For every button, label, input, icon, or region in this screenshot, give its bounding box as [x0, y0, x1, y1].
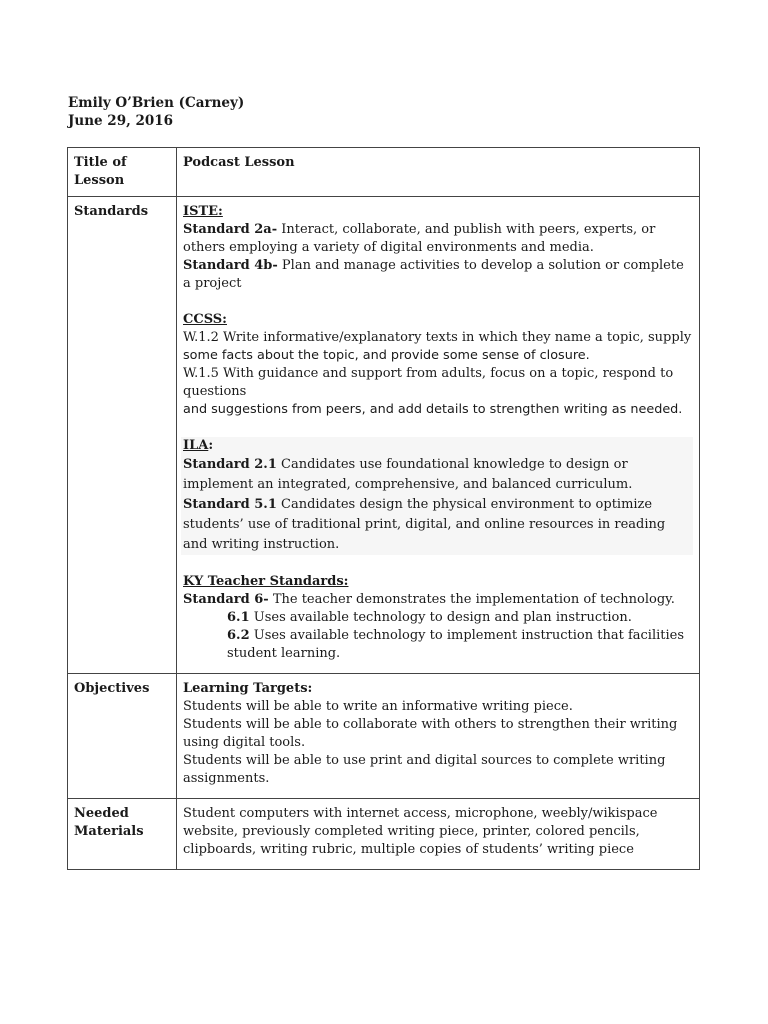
standard-code: Standard 5.1 — [183, 497, 277, 512]
lesson-plan-table — [67, 147, 700, 870]
ila-heading: ILA — [183, 438, 209, 453]
iste-heading: ISTE: — [183, 204, 223, 219]
objective-item: Students will be able to use print and digital sources to complete writing assignments. — [183, 753, 666, 786]
ila-section — [181, 437, 693, 555]
standards-label: Standards — [68, 197, 177, 674]
standard-text: Candidates use foundational knowledge to design or implement an integrated, comprehensive, and balanced curriculum. — [183, 457, 633, 492]
learning-targets-heading: Learning Targets: — [183, 681, 313, 696]
materials-content: Student computers with internet access, microphone, weebly/wikispace website, previously completed writing piece, printer, colored pencils, clipboards, writing rubric, multiple copies of students’ writing piece — [177, 799, 700, 870]
row-materials — [68, 799, 700, 870]
standard-code: 6.1 — [227, 610, 250, 625]
ky-standard-6-1 — [183, 609, 693, 627]
ky-section — [183, 573, 693, 663]
standard-text: Candidates design the physical environment to optimize students’ use of traditional print, digital, and online resources in reading and writing instruction. — [183, 497, 666, 552]
objectives-label: Objectives — [68, 674, 177, 799]
standard-code: W.1.5 — [183, 366, 219, 381]
materials-label: Needed Materials — [68, 799, 177, 870]
author-name: Emily O’Brien (Carney) — [68, 95, 245, 111]
standard-code: Standard 4b- — [183, 258, 278, 273]
row-standards — [68, 197, 700, 674]
standard-text: With guidance and support from adults, focus on a topic, respond to questions — [183, 366, 674, 399]
ila-heading-line: ILA: — [183, 438, 214, 453]
objectives-content — [177, 674, 700, 799]
standard-text: Uses available technology to design and plan instruction. — [249, 610, 632, 625]
standard-text: The teacher demonstrates the implementation of technology. — [268, 592, 675, 607]
standard-text: Write informative/explanatory texts in which they name a topic, supply — [218, 330, 692, 345]
standard-code: 6.2 — [227, 628, 250, 643]
standard-code: Standard 6- — [183, 592, 269, 607]
document-header — [68, 94, 244, 130]
objective-item: Students will be able to write an informative writing piece. — [183, 699, 573, 714]
standards-content — [177, 197, 700, 674]
ccss-w12 — [183, 329, 693, 347]
ila-standard-2-1 — [183, 455, 693, 495]
iste-standard-4b — [183, 257, 693, 293]
lesson-title: Podcast Lesson — [177, 148, 700, 197]
standard-code: Standard 2.1 — [183, 457, 277, 472]
ky-standard-6-2 — [183, 627, 693, 663]
standard-code: W.1.2 — [183, 330, 219, 345]
row-title — [68, 148, 700, 197]
ccss-w15-cont: and suggestions from peers, and add details to strengthen writing as needed. — [183, 402, 683, 417]
standard-text: Interact, collaborate, and publish with peers, experts, or others employing a variety of digital environments and media. — [183, 222, 656, 255]
ky-standard-6 — [183, 591, 693, 609]
ccss-w12-cont: some facts about the topic, and provide some sense of closure. — [183, 348, 590, 363]
document-date: June 29, 2016 — [68, 113, 174, 129]
ila-standard-5-1 — [183, 495, 693, 555]
title-label: Title of Lesson — [68, 148, 177, 197]
objective-item: Students will be able to collaborate with others to strengthen their writing using digital tools. — [183, 717, 678, 750]
ccss-w15 — [183, 365, 693, 401]
row-objectives — [68, 674, 700, 799]
ccss-heading: CCSS: — [183, 312, 227, 327]
standard-text: Plan and manage activities to develop a solution or complete a project — [183, 258, 684, 291]
ky-heading: KY Teacher Standards: — [183, 574, 349, 589]
ccss-section — [183, 311, 693, 419]
iste-standard-2a — [183, 221, 693, 257]
standard-text: Uses available technology to implement instruction that facilities student learning. — [227, 628, 685, 661]
iste-section — [183, 203, 693, 293]
standard-code: Standard 2a- — [183, 222, 278, 237]
